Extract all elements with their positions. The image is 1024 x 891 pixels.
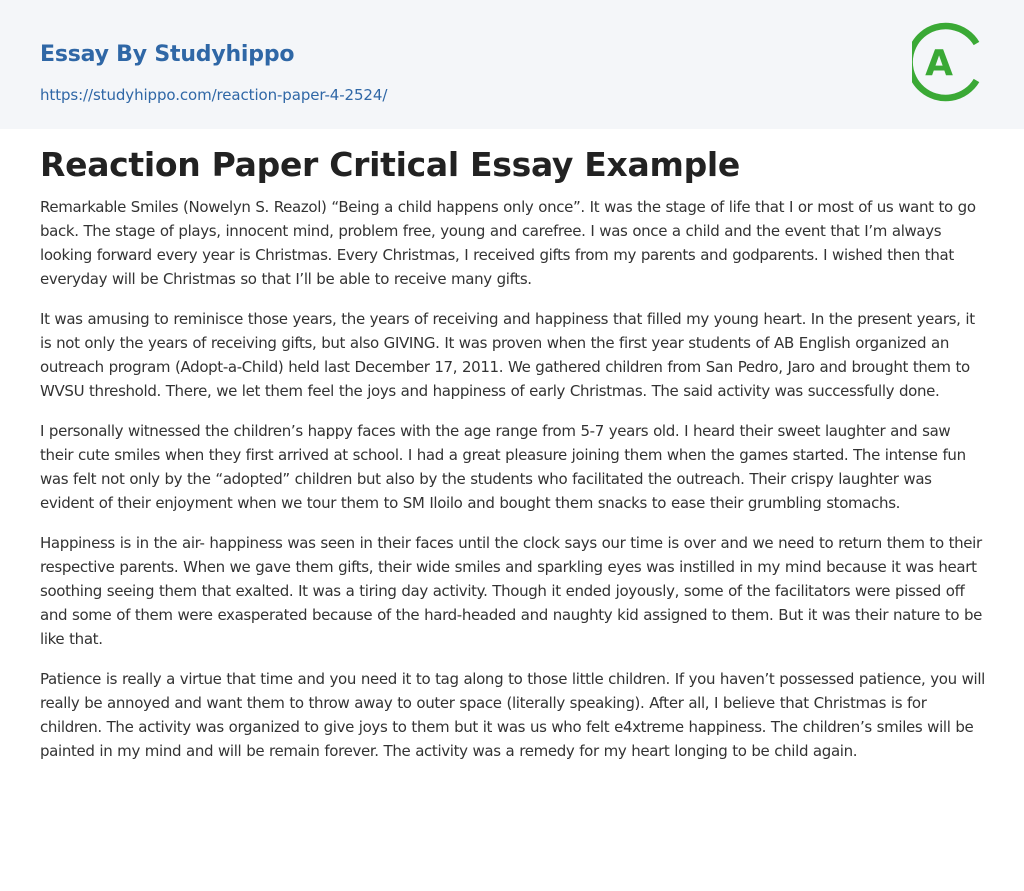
essay-paragraph: Happiness is in the air- happiness was seen in their faces until the clock says our time is over and we need to return them to their respective parents. When we gave them gifts, their wide smiles and sparkling eyes was instilled in my mind because it was heart soothing seeing them that exalted. It was a tiring day activity. Though it ended joyously, some of the facilitators were pissed off and some of them were exasperated because of the hard-headed and naughty kid assigned to them. But it was their nature to be like that. (40, 534, 983, 648)
source-url-link[interactable]: https://studyhippo.com/reaction-paper-4-2524/ (40, 86, 388, 104)
essay-paragraph: Remarkable Smiles (Nowelyn S. Reazol) “Being a child happens only once”. It was the stage of life that I or most of us want to go back. The stage of plays, innocent mind, problem free, young and carefree. I was once a child and the event that I’m always looking forward every year is Christmas. Every Christmas, I received gifts from my parents and godparents. I wished then that everyday will be Christmas so that I’ll be able to receive many gifts. (40, 198, 976, 288)
essay-paragraph: It was amusing to reminisce those years, the years of receiving and happiness that filled my young heart. In the present years, it is not only the years of receiving gifts, but also GIVING. It was proven when the first year students of AB English organized an outreach program (Adopt-a-Child) held last December 17, 2011. We gathered children from San Pedro, Jaro and brought them to WVSU threshold. There, we let them feel the joys and happiness of early Christmas. The said activity was successfully done. (40, 310, 975, 400)
brand-title[interactable]: Essay By Studyhippo (40, 42, 295, 67)
essay-body (40, 195, 988, 779)
studyhippo-logo-icon[interactable] (912, 20, 986, 104)
site-header (0, 0, 1024, 129)
essay-paragraph: Patience is really a virtue that time and you need it to tag along to those little children. If you haven’t possessed patience, you will really be annoyed and want them to throw away to outer space (literally speaking). After all, I believe that Christmas is for children. The activity was organized to give joys to them but it was us who felt e4xtreme happiness. The children’s smiles will be painted in my mind and will be remain forever. The activity was a remedy for my heart longing to be child again. (40, 670, 985, 760)
logo-letter: A (925, 43, 953, 84)
page-title: Reaction Paper Critical Essay Example (40, 145, 740, 184)
essay-paragraph: I personally witnessed the children’s happy faces with the age range from 5-7 years old. I heard their sweet laughter and saw their cute smiles when they first arrived at school. I had a great pleasure joining them when the games started. The intense fun was felt not only by the “adopted” children but also by the students who facilitated the outreach. Their crispy laughter was evident of their enjoyment when we tour them to SM Iloilo and bought them snacks to ease their grumbling stomachs. (40, 422, 966, 512)
